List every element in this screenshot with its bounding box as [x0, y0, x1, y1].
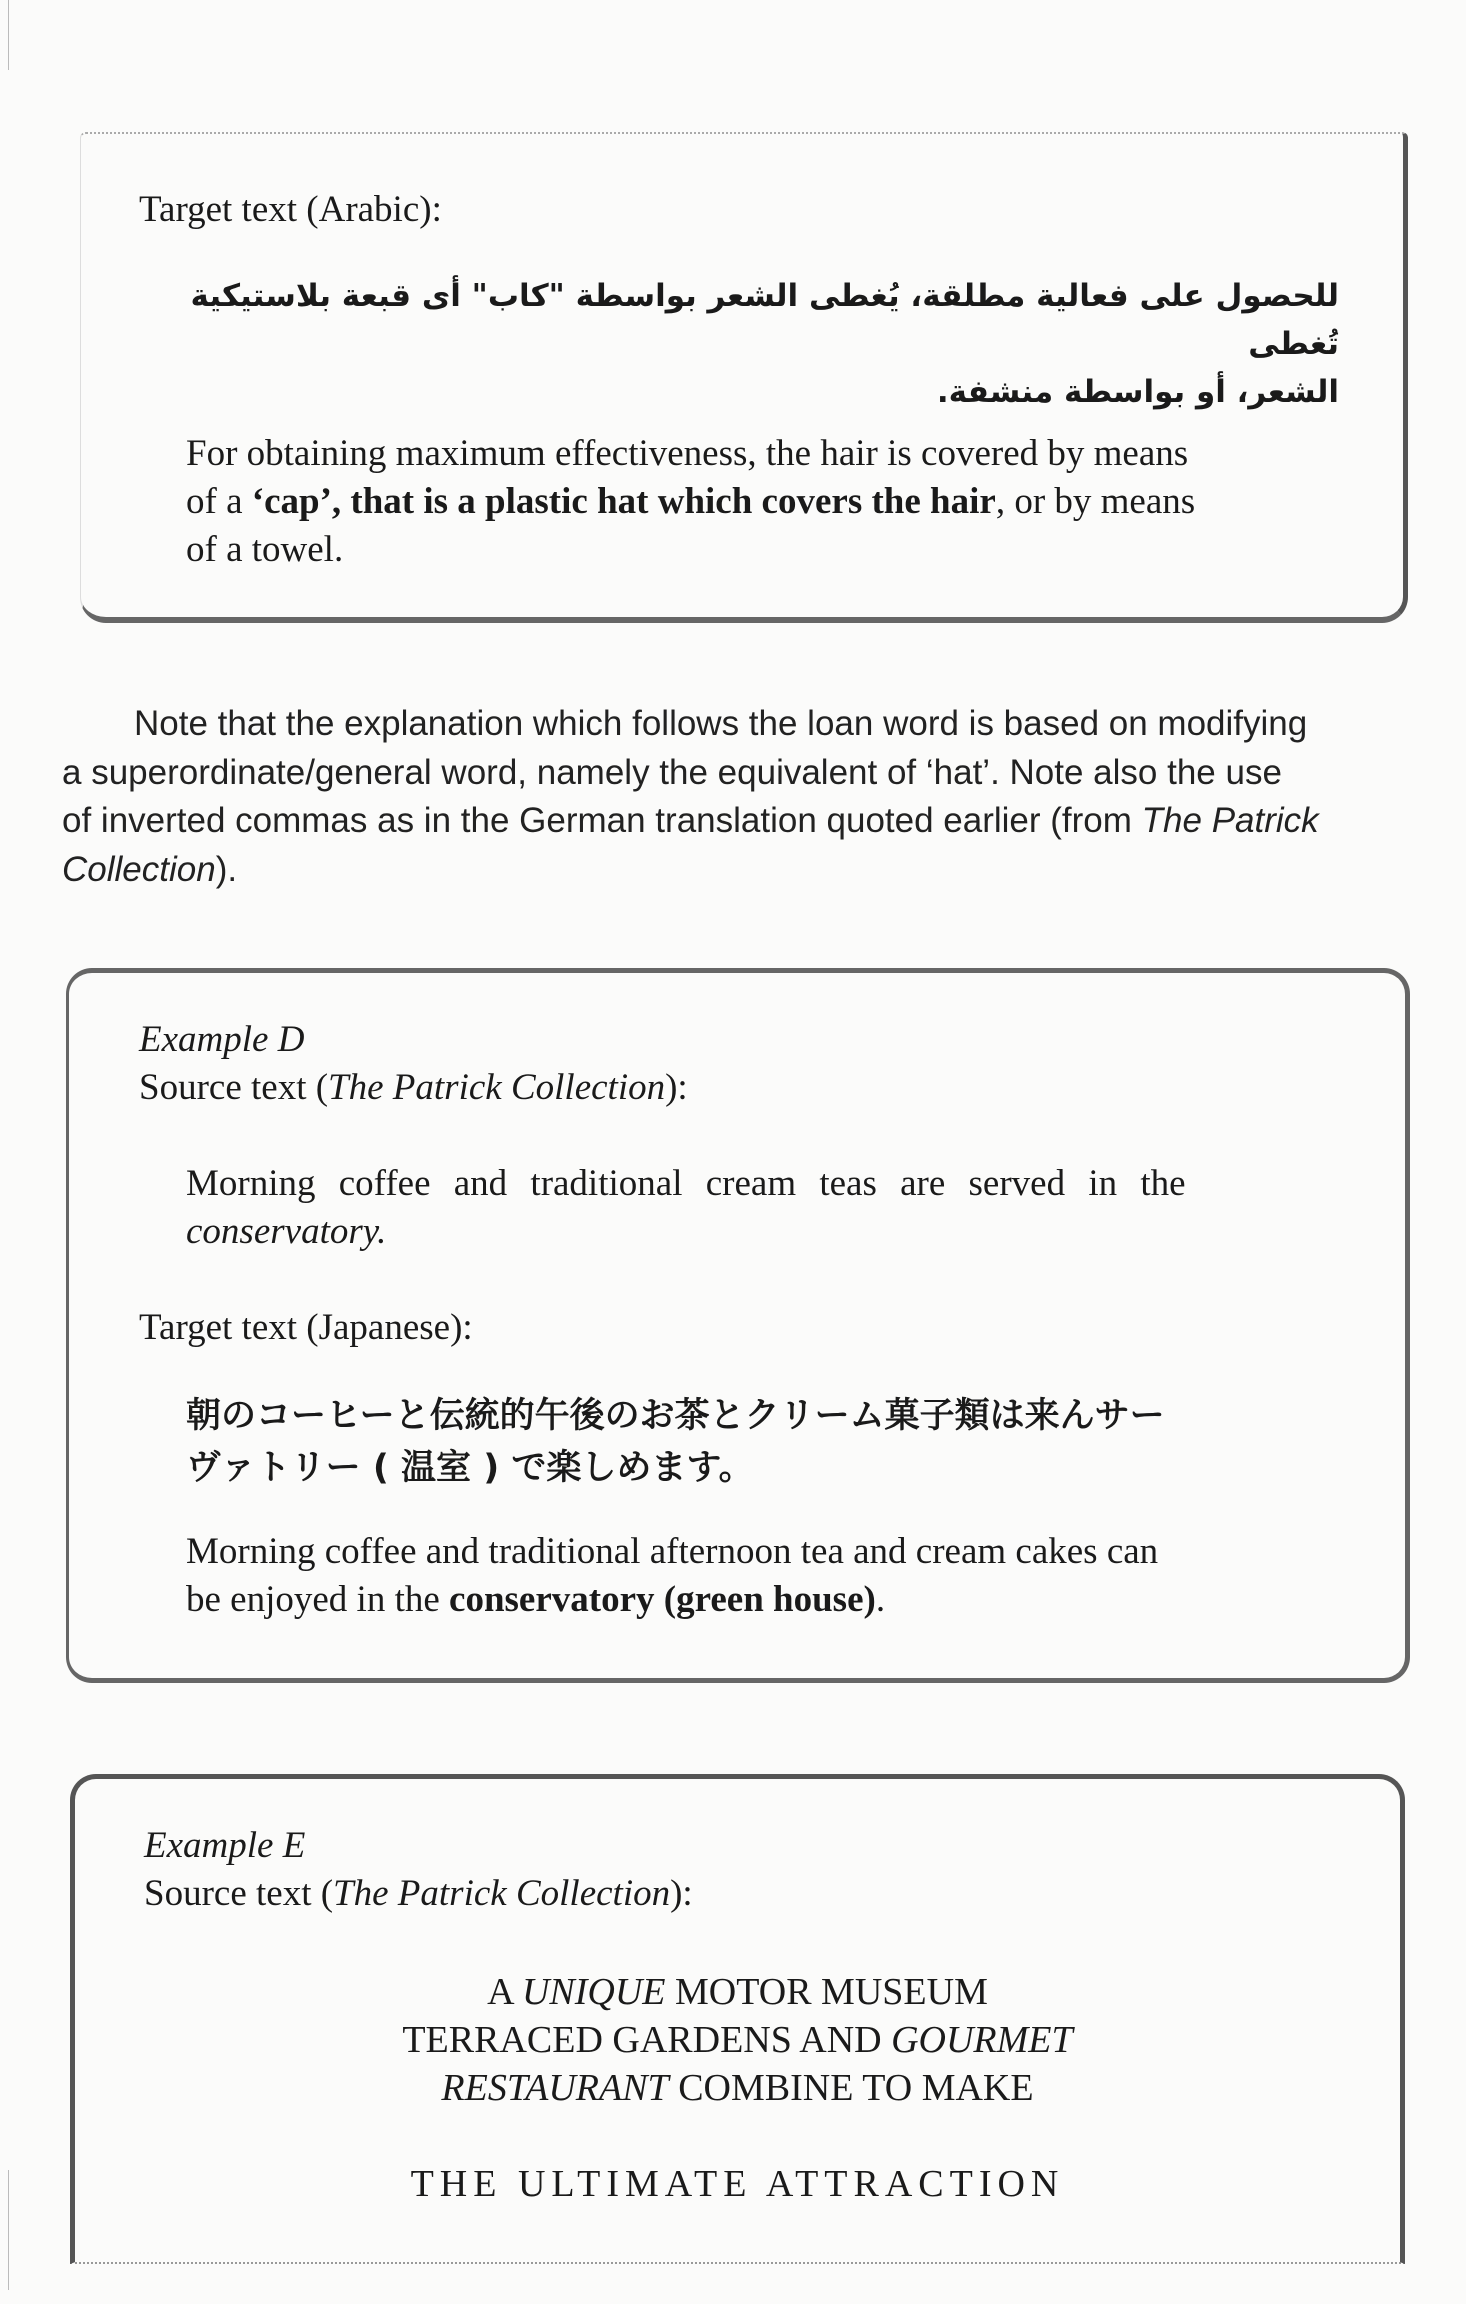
- source-line: conservatory.: [186, 1211, 387, 1252]
- box3-poster: [70, 1968, 1405, 2208]
- arabic-line-1: للحصول على فعالية مطلقة، يُغطى الشعر بواسطة "كاب" أى قبعة بلاستيكية تُغطى: [190, 278, 1339, 362]
- text: , or by means: [995, 481, 1196, 522]
- text: A: [487, 1971, 522, 2013]
- para-line: a superordinate/general word, namely the equivalent of ‘hat’. Note also the use: [62, 752, 1282, 792]
- source-line: Morning coffee and traditional cream teas are served in the: [186, 1163, 1186, 1204]
- text: MOTOR MUSEUM: [665, 1971, 988, 2013]
- italic-text: The Patrick: [1141, 801, 1319, 840]
- source-label: [144, 1870, 1344, 1918]
- box3-heading: [144, 1822, 1344, 1918]
- page-edge: [8, 2170, 9, 2290]
- text: ):: [665, 1067, 688, 1108]
- translation-line: For obtaining maximum effectiveness, the hair is covered by means: [186, 433, 1189, 474]
- translation-line: [139, 1576, 1359, 1624]
- box2-content: [139, 1016, 1359, 1624]
- example-heading: Example D: [139, 1019, 305, 1060]
- text: .: [875, 1579, 886, 1620]
- text: ).: [215, 849, 238, 889]
- japanese-line-1: 朝のコーヒーと伝統的午後のお茶とクリーム菓子類は来んサー: [186, 1396, 1165, 1436]
- text: ):: [670, 1873, 693, 1914]
- text: COMBINE TO MAKE: [668, 2067, 1034, 2109]
- text: be enjoyed in the: [186, 1579, 450, 1620]
- italic-text: GOURMET: [891, 2019, 1073, 2061]
- poster-line: [70, 2064, 1405, 2112]
- italic-text: UNIQUE: [521, 1971, 666, 2013]
- source-label: [139, 1064, 1359, 1112]
- bold-text: conservatory (green house): [449, 1579, 876, 1620]
- target-label: Target text (Japanese):: [139, 1307, 473, 1348]
- japanese-line-2: ヴァトリー ( 温室 ) で楽しめます。: [186, 1448, 754, 1488]
- page-edge: [8, 0, 9, 70]
- bold-text: ‘cap’, that is a plastic hat which covers the hair: [251, 481, 996, 522]
- target-label: Target text (Arabic):: [139, 189, 442, 230]
- translation-line: of a towel.: [186, 529, 344, 570]
- para-line: [62, 797, 1412, 846]
- para-line: [62, 846, 1412, 895]
- note-paragraph: [62, 700, 1412, 894]
- poster-line: [70, 2016, 1405, 2064]
- text: of a: [186, 481, 252, 522]
- translation-line: Morning coffee and traditional afternoon tea and cream cakes can: [186, 1531, 1159, 1572]
- para-line: Note that the explanation which follows the loan word is based on modifying: [134, 704, 1308, 743]
- text: Source text (: [139, 1067, 329, 1108]
- italic-text: RESTAURANT: [441, 2067, 669, 2109]
- text: TERRACED GARDENS AND: [402, 2019, 892, 2061]
- poster-line: [70, 1968, 1405, 2016]
- box1-content: [139, 186, 1339, 574]
- example-heading: Example E: [144, 1825, 306, 1866]
- text: of inverted commas as in the German translation quoted earlier (from: [62, 801, 1142, 840]
- text: Source text (: [144, 1873, 334, 1914]
- poster-headline: THE ULTIMATE ATTRACTION: [410, 2163, 1065, 2205]
- italic-text: The Patrick Collection: [328, 1067, 666, 1108]
- italic-text: Collection: [62, 849, 216, 889]
- italic-text: The Patrick Collection: [333, 1873, 671, 1914]
- arabic-line-2: الشعر، أو بواسطة منشفة.: [936, 374, 1339, 410]
- translation-line: [139, 478, 1339, 526]
